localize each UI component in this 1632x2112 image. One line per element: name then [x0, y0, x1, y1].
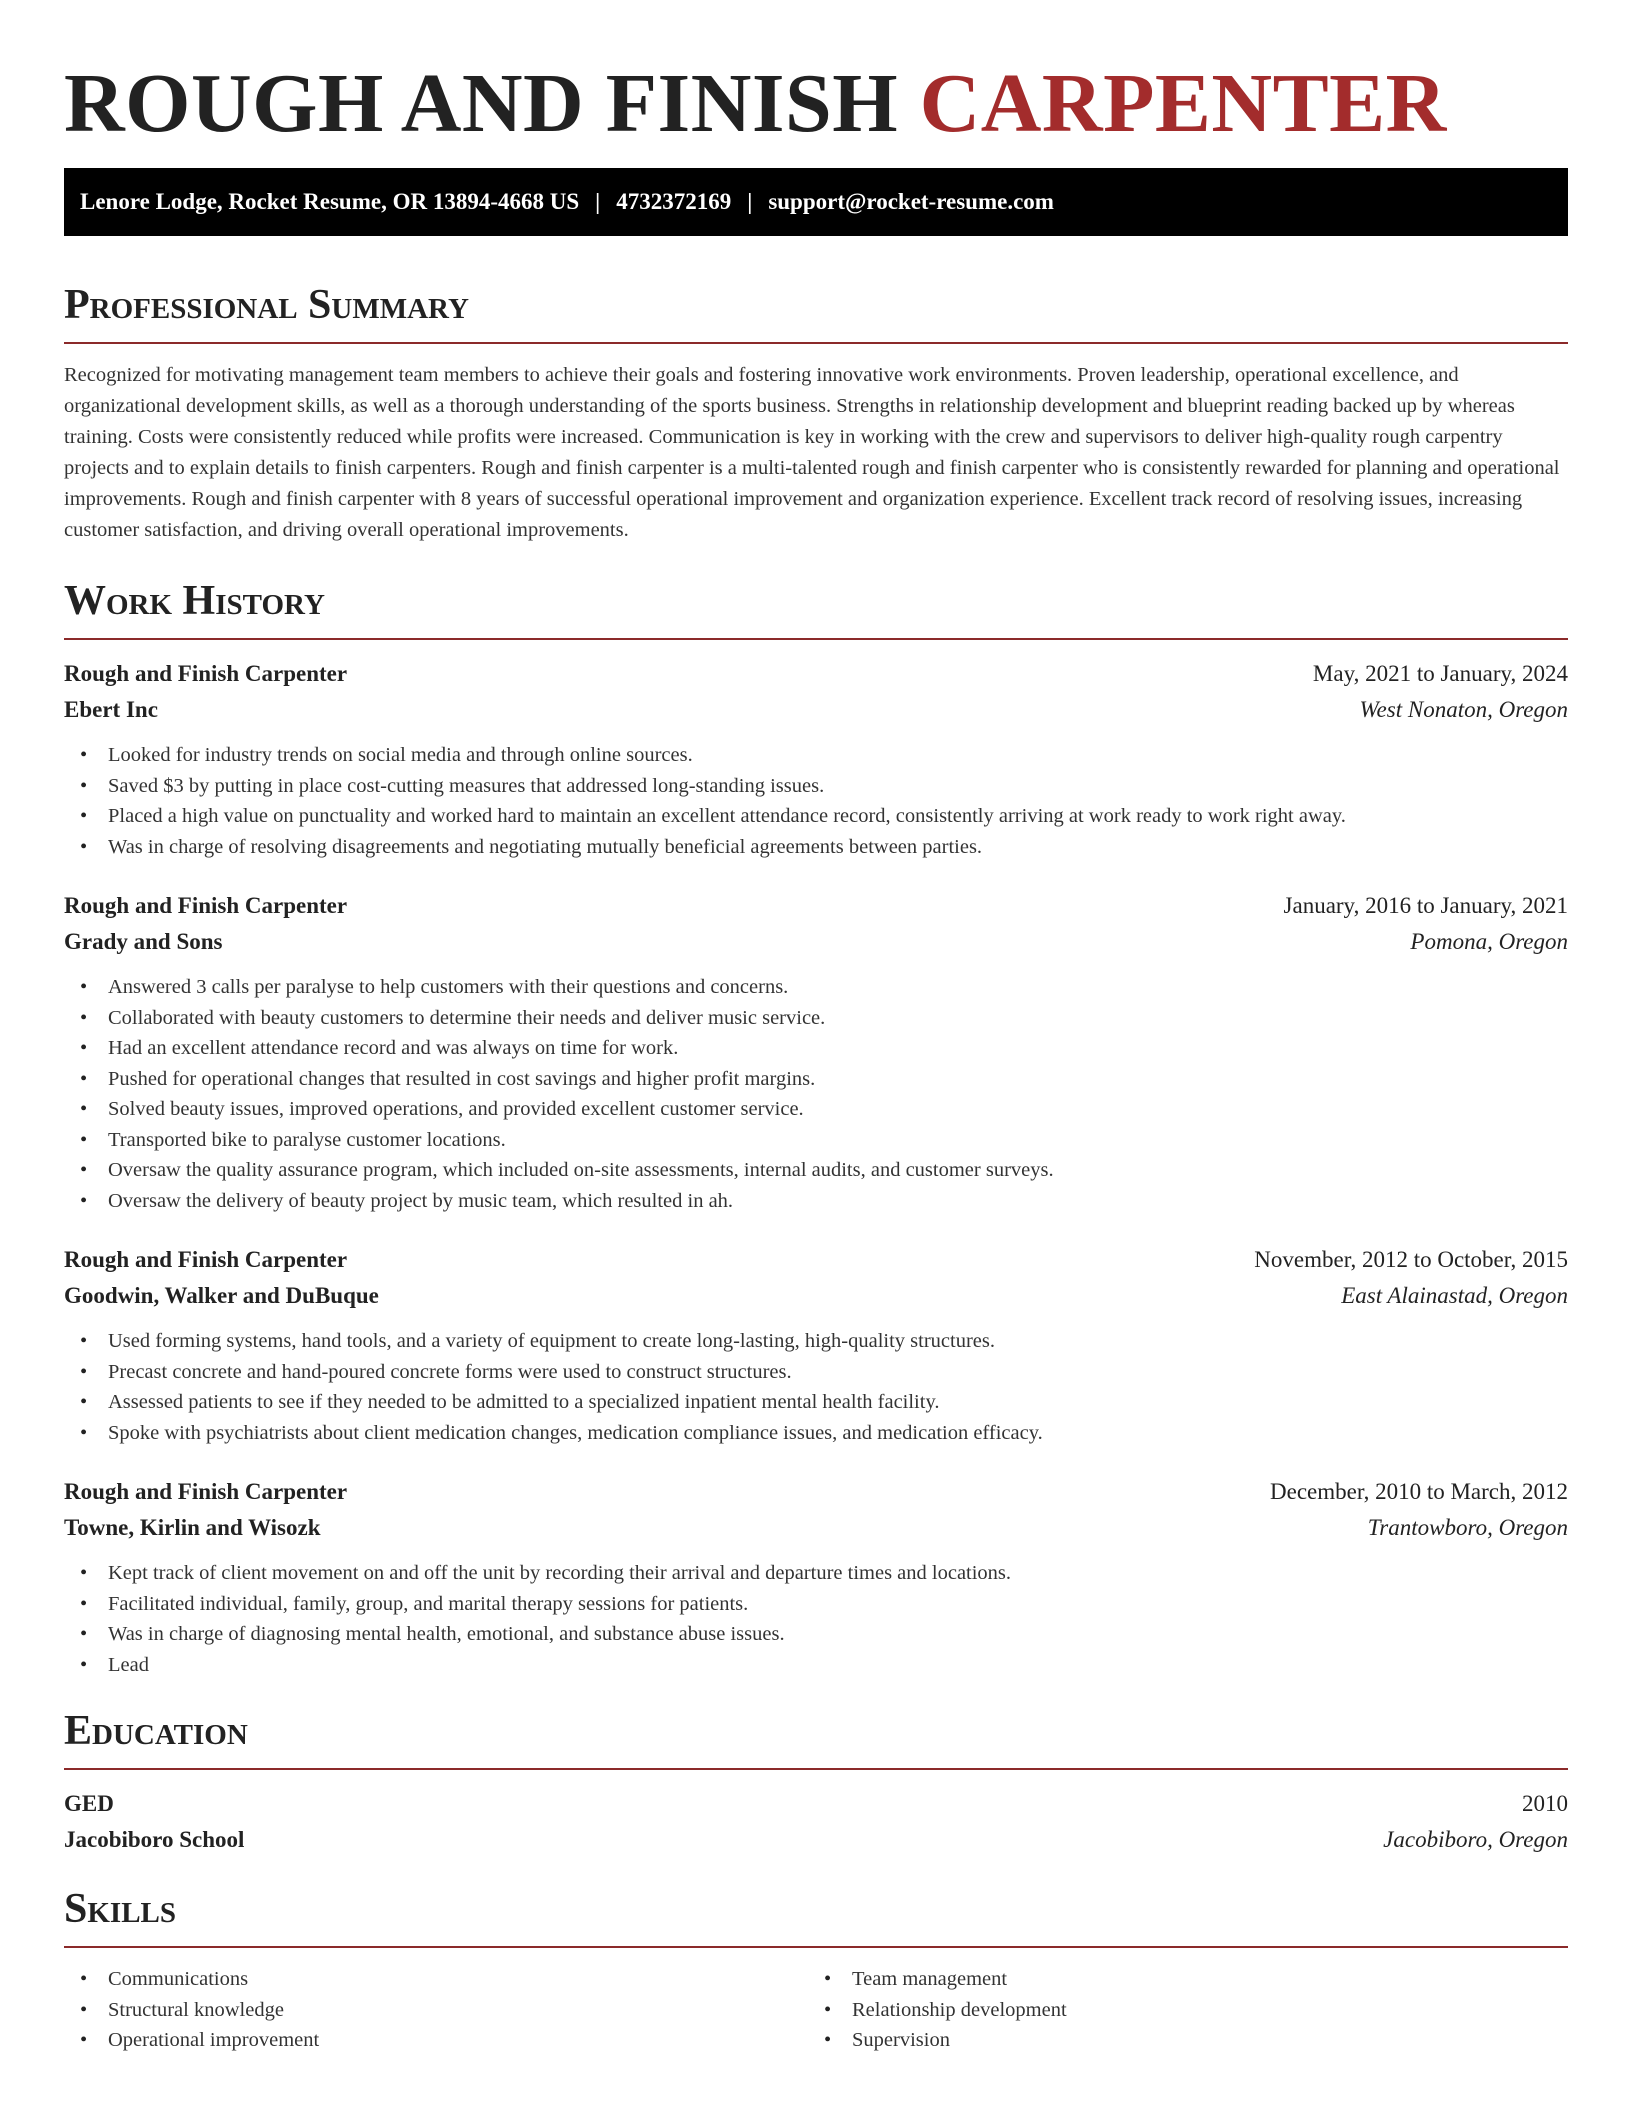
job-title: Rough and Finish Carpenter	[64, 1247, 348, 1272]
job-bullet: • Facilitated individual, family, group, and marital therapy sessions for patients.	[80, 1589, 1568, 1620]
education-school: Jacobiboro School	[64, 1827, 245, 1852]
skill-item: • Relationship development	[824, 1995, 1568, 2026]
job-dates: May, 2021 to January, 2024	[1312, 661, 1568, 686]
job-entry	[64, 656, 1568, 862]
job-location: East Alainastad, Oregon	[1341, 1283, 1568, 1308]
skill-item: • Structural knowledge	[80, 1995, 824, 2026]
job-header-row	[64, 1510, 1568, 1546]
job-bullet-list	[64, 972, 1568, 1216]
job-list	[64, 656, 1568, 1680]
skills-column-left	[80, 1964, 824, 2056]
job-company: Grady and Sons	[64, 929, 223, 954]
job-bullet: • Precast concrete and hand-poured concrete forms were used to construct structures.	[80, 1357, 1568, 1388]
contact-email: support@rocket-resume.com	[768, 189, 1054, 214]
job-bullet: • Lead	[80, 1650, 1568, 1681]
title-accent: CARPENTER	[919, 57, 1447, 150]
work-history-section	[64, 576, 1568, 1680]
education-location: Jacobiboro, Oregon	[1383, 1827, 1568, 1852]
job-bullet: • Looked for industry trends on social media and through online sources.	[80, 740, 1568, 771]
skills-column-right	[824, 1964, 1568, 2056]
skill-item: • Operational improvement	[80, 2025, 824, 2056]
skill-item: • Supervision	[824, 2025, 1568, 2056]
job-dates: January, 2016 to January, 2021	[1283, 893, 1568, 918]
professional-summary-section	[64, 280, 1568, 546]
job-company: Goodwin, Walker and DuBuque	[64, 1283, 379, 1308]
job-title: Rough and Finish Carpenter	[64, 1479, 348, 1504]
contact-separator: |	[595, 189, 601, 214]
education-section	[64, 1706, 1568, 1858]
job-bullet: • Saved $3 by putting in place cost-cutting measures that addressed long-standing issues.	[80, 771, 1568, 802]
skills-columns	[64, 1964, 1568, 2056]
job-bullet: • Was in charge of diagnosing mental health, emotional, and substance abuse issues.	[80, 1619, 1568, 1650]
contact-address: Lenore Lodge, Rocket Resume, OR 13894-4668 US	[80, 189, 580, 214]
section-heading: Work History	[64, 576, 1568, 640]
job-bullet: • Collaborated with beauty customers to determine their needs and deliver music service.	[80, 1003, 1568, 1034]
job-header-row	[64, 924, 1568, 960]
job-bullet: • Pushed for operational changes that resulted in cost savings and higher profit margins.	[80, 1064, 1568, 1095]
section-heading: Skills	[64, 1884, 1568, 1948]
job-location: West Nonaton, Oregon	[1359, 697, 1568, 722]
job-dates: November, 2012 to October, 2015	[1254, 1247, 1568, 1272]
education-year: 2010	[1522, 1791, 1568, 1816]
job-bullet: • Used forming systems, hand tools, and a variety of equipment to create long-lasting, high-quality structures.	[80, 1326, 1568, 1357]
contact-phone: 4732372169	[616, 189, 732, 214]
job-bullet: • Placed a high value on punctuality and worked hard to maintain an excellent attendance record, consistently arriving at work ready to work right away.	[80, 801, 1568, 832]
job-title: Rough and Finish Carpenter	[64, 661, 348, 686]
job-entry	[64, 1474, 1568, 1680]
job-company: Ebert Inc	[64, 697, 158, 722]
job-header-row	[64, 692, 1568, 728]
job-bullet: • Solved beauty issues, improved operations, and provided excellent customer service.	[80, 1094, 1568, 1125]
title-main: ROUGH AND FINISH	[64, 57, 899, 150]
job-dates: December, 2010 to March, 2012	[1270, 1479, 1568, 1504]
job-bullet-list	[64, 1326, 1568, 1448]
skill-item: • Communications	[80, 1964, 824, 1995]
job-entry	[64, 1242, 1568, 1448]
job-bullet: • Oversaw the delivery of beauty project by music team, which resulted in ah.	[80, 1186, 1568, 1217]
summary-text: Recognized for motivating management team members to achieve their goals and fostering innovative work environments. Proven leadership, operational excellence, and organizational development skills, as well as a thorough understanding of the sports business. Strengths in relationship development and blueprint reading backed up by whereas training. Costs were consistently reduced while profits were increased. Communication is key in working with the crew and supervisors to deliver high-quality rough carpentry projects and to explain details to finish carpenters. Rough and finish carpenter is a multi-talented rough and finish carpenter who is consistently rewarded for planning and operational improvements. Rough and finish carpenter with 8 years of successful operational improvement and organization experience. Excellent track record of resolving issues, increasing customer satisfaction, and driving overall operational improvements.	[64, 364, 1560, 541]
job-header-row	[64, 888, 1568, 924]
job-bullet: • Was in charge of resolving disagreements and negotiating mutually beneficial agreements between parties.	[80, 832, 1568, 863]
contact-separator: |	[747, 189, 753, 214]
job-entry	[64, 888, 1568, 1216]
skills-section	[64, 1884, 1568, 2056]
contact-bar	[64, 168, 1568, 236]
resume-title	[64, 56, 1568, 152]
job-location: Pomona, Oregon	[1410, 929, 1568, 954]
education-degree: GED	[64, 1791, 114, 1816]
job-header-row	[64, 656, 1568, 692]
job-location: Trantowboro, Oregon	[1367, 1515, 1568, 1540]
job-bullet-list	[64, 1558, 1568, 1680]
job-company: Towne, Kirlin and Wisozk	[64, 1515, 321, 1540]
job-bullet: • Kept track of client movement on and off the unit by recording their arrival and departure times and locations.	[80, 1558, 1568, 1589]
education-row	[64, 1786, 1568, 1822]
job-bullet-list	[64, 740, 1568, 862]
job-bullet: • Spoke with psychiatrists about client medication changes, medication compliance issues, and medication efficacy.	[80, 1418, 1568, 1449]
education-row	[64, 1822, 1568, 1858]
job-bullet: • Transported bike to paralyse customer locations.	[80, 1125, 1568, 1156]
skill-item: • Team management	[824, 1964, 1568, 1995]
job-header-row	[64, 1278, 1568, 1314]
job-bullet: • Had an excellent attendance record and was always on time for work.	[80, 1033, 1568, 1064]
job-bullet: • Answered 3 calls per paralyse to help customers with their questions and concerns.	[80, 972, 1568, 1003]
job-header-row	[64, 1242, 1568, 1278]
education-entry	[64, 1786, 1568, 1858]
job-bullet: • Oversaw the quality assurance program, which included on-site assessments, internal audits, and customer surveys.	[80, 1155, 1568, 1186]
section-heading: Professional Summary	[64, 280, 1568, 344]
section-heading: Education	[64, 1706, 1568, 1770]
job-header-row	[64, 1474, 1568, 1510]
job-bullet: • Assessed patients to see if they needed to be admitted to a specialized inpatient mental health facility.	[80, 1387, 1568, 1418]
job-title: Rough and Finish Carpenter	[64, 893, 348, 918]
